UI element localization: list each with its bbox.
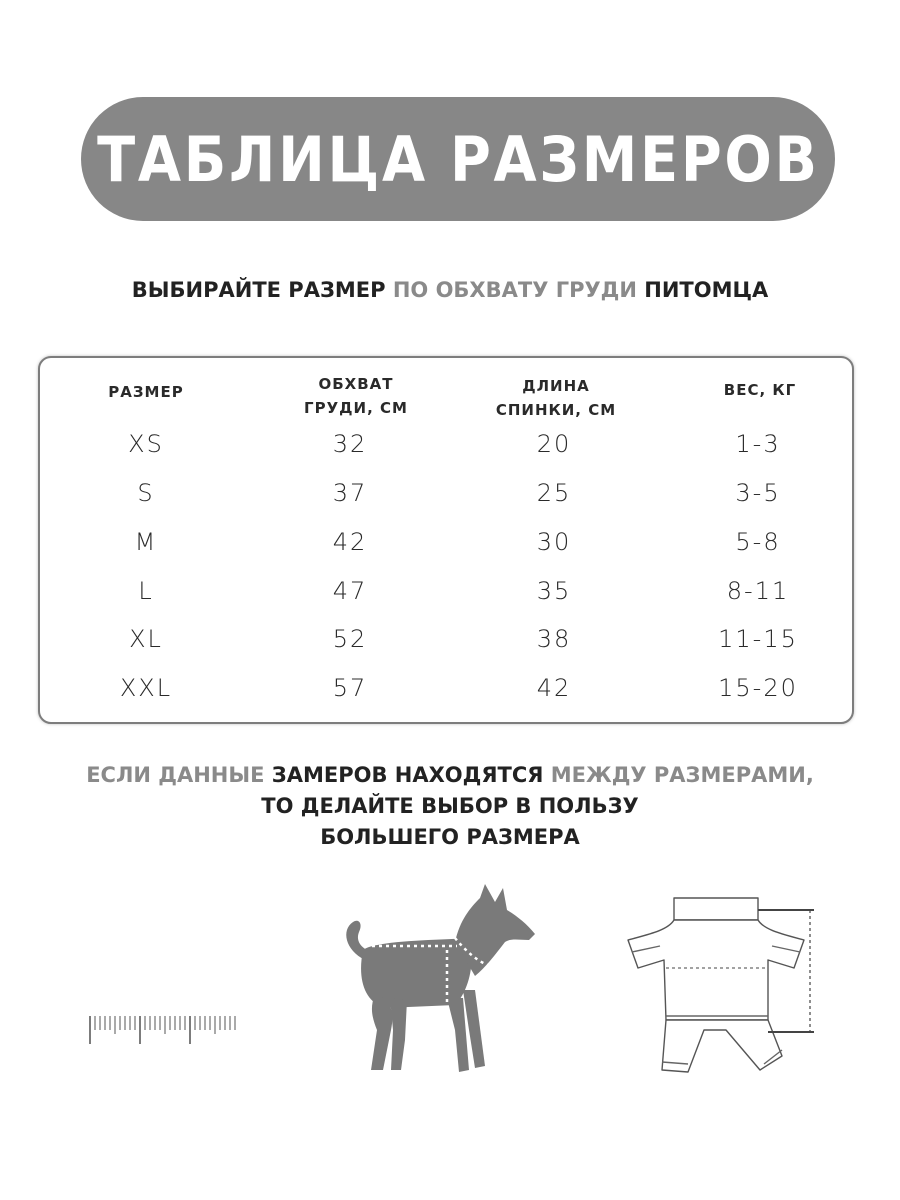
cell-size: XXL [119,674,173,702]
cell-size: M [134,528,158,556]
cell-weight: 8-11 [726,577,790,605]
note-line-1-b: ЗАМЕРОВ НАХОДЯТСЯ [271,763,544,787]
cell-size: S [137,479,155,507]
subtitle [0,278,900,302]
header-back-line1: ДЛИНА [522,377,590,395]
cell-chest: 37 [332,479,368,507]
cell-chest: 47 [332,577,368,605]
cell-chest: 32 [332,430,368,458]
cell-weight: 3-5 [735,479,781,507]
note-line-2: ТО ДЕЛАЙТЕ ВЫБОР В ПОЛЬЗУ [261,794,639,818]
note-line-1-c: МЕЖДУ РАЗМЕРАМИ, [550,763,814,787]
cell-chest: 57 [332,674,368,702]
cell-weight: 11-15 [718,625,798,653]
size-table [38,356,854,724]
note-line-1 [0,760,900,791]
cell-weight: 15-20 [718,674,798,702]
subtitle-part-1: ВЫБИРАЙТЕ РАЗМЕР [131,278,386,302]
cell-back: 42 [536,674,572,702]
note-line-1-a: ЕСЛИ ДАННЫЕ [86,763,265,787]
note-line-3: БОЛЬШЕГО РАЗМЕРА [320,825,580,849]
cell-weight: 5-8 [735,528,781,556]
cell-back: 30 [536,528,572,556]
cell-size: L [138,577,154,605]
measuring-tape-icon [84,1010,244,1050]
header-size-text: РАЗМЕР [108,383,184,401]
header-weight [724,378,796,402]
page-title: ТАБЛИЦА РАЗМЕРОВ [96,122,820,196]
subtitle-part-3: ПИТОМЦА [644,278,769,302]
cell-back: 20 [536,430,572,458]
cell-back: 35 [536,577,572,605]
cell-size: XS [128,430,164,458]
cell-chest: 52 [332,625,368,653]
cell-size: XL [129,625,163,653]
subtitle-part-2: ПО ОБХВАТУ ГРУДИ [392,278,637,302]
header-chest [304,372,408,420]
cell-back: 38 [536,625,572,653]
header-size [108,380,183,404]
header-chest-line2: ГРУДИ, СМ [304,399,408,417]
title-banner [81,97,835,221]
cell-back: 25 [536,479,572,507]
dog-jumpsuit-icon [622,890,822,1080]
header-weight-text: ВЕС, КГ [723,381,797,399]
cell-chest: 42 [332,528,368,556]
header-back [496,374,616,422]
header-back-line2: СПИНКИ, СМ [495,401,617,419]
cell-weight: 1-3 [735,430,781,458]
dog-silhouette-icon [335,880,545,1080]
sizing-note [0,760,900,853]
header-chest-line1: ОБХВАТ [318,375,394,393]
